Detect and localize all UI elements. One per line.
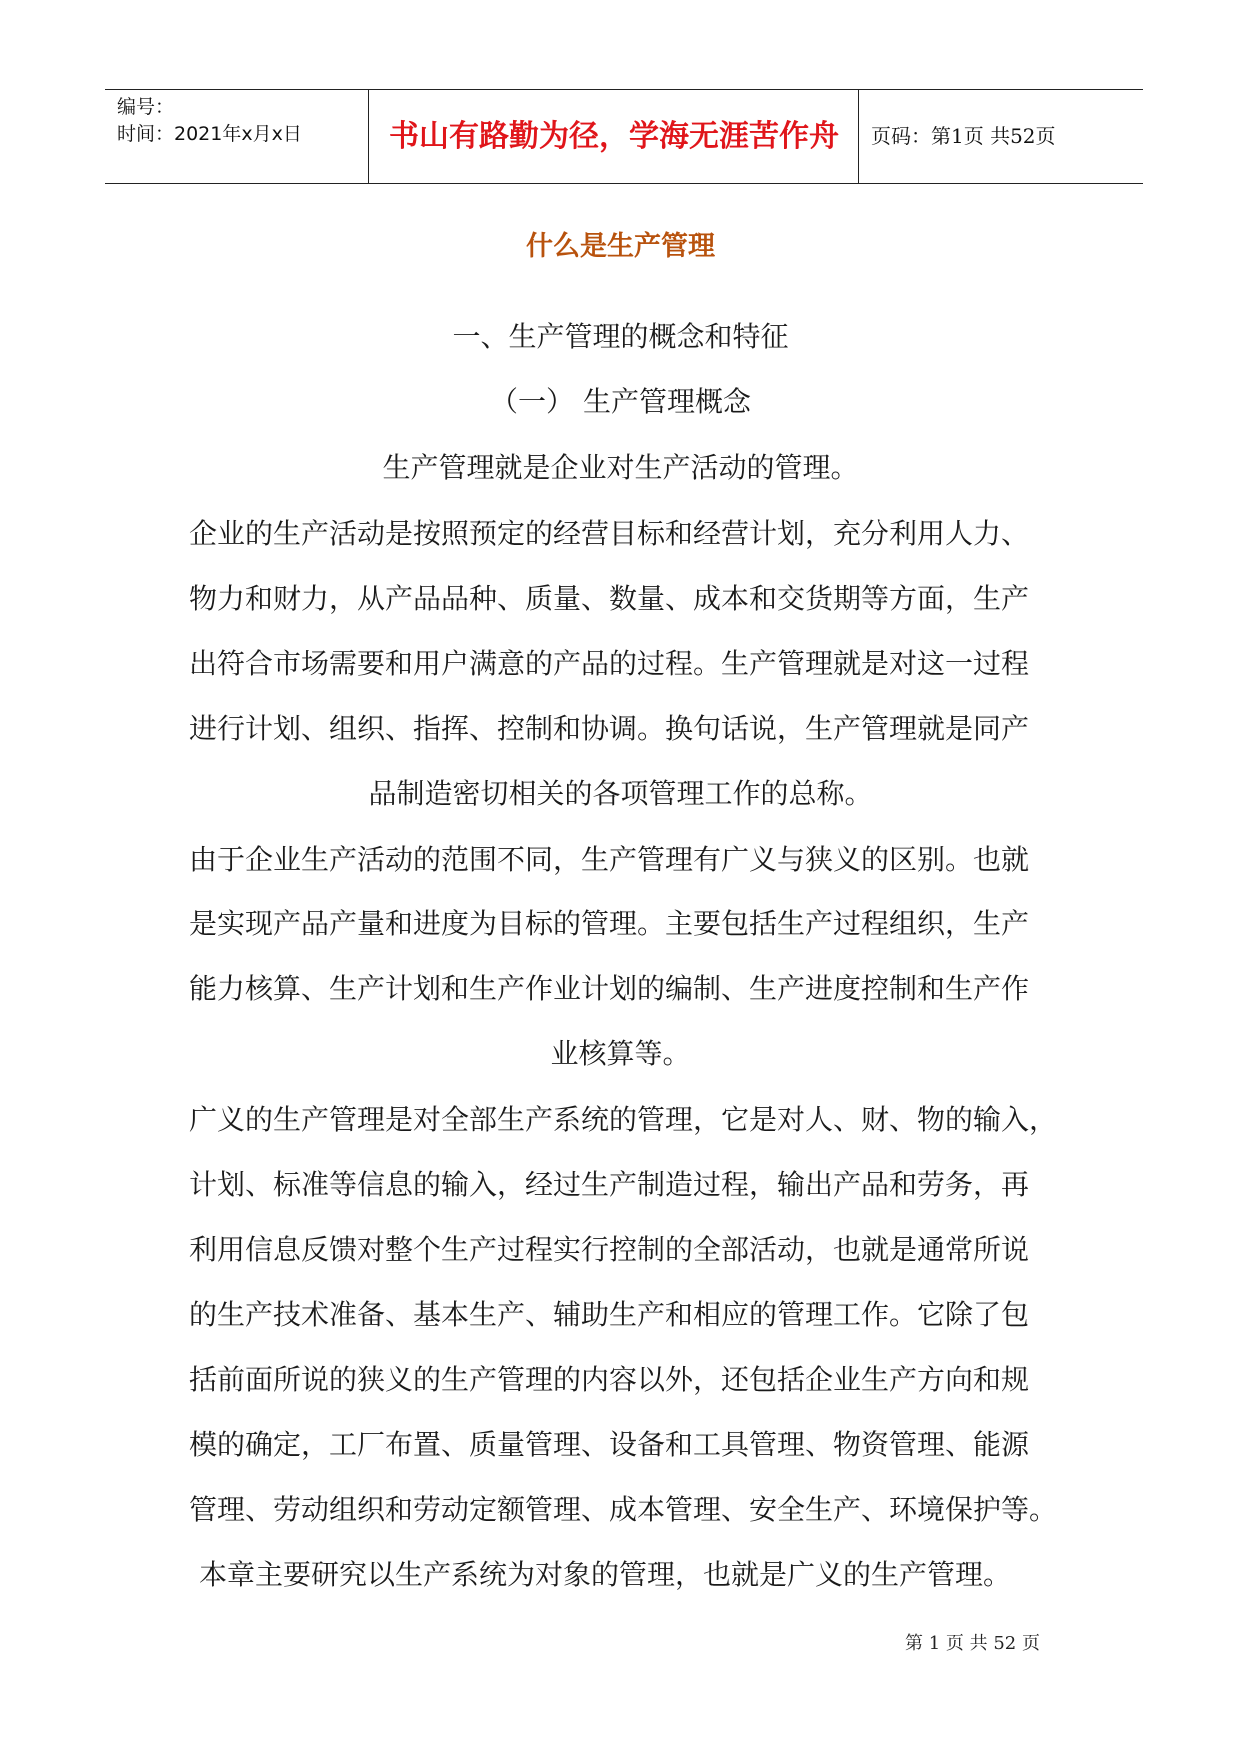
paragraph-line: 由于企业生产活动的范围不同，生产管理有广义与狭义的区别。也就 [189, 843, 1030, 876]
subsection-heading: （一） 生产管理概念 [490, 385, 751, 418]
section-heading: 一、生产管理的概念和特征 [452, 320, 789, 353]
paragraph-line: 出符合市场需要和用户满意的产品的过程。生产管理就是对这一过程 [189, 647, 1030, 680]
paragraph-line: 能力核算、生产计划和生产作业计划的编制、生产进度控制和生产作 [189, 972, 1030, 1005]
time-label: 时间：2021年x月x日 [117, 123, 302, 145]
header-page-info: 页码：第1页 共52页 [871, 124, 1056, 148]
paragraph-line: 模的确定，工厂布置、质量管理、设备和工具管理、物资管理、能源 [189, 1428, 1030, 1461]
header-divider [368, 90, 369, 183]
number-label: 编号： [117, 96, 175, 118]
header-divider [858, 90, 859, 183]
page-header [105, 89, 1143, 184]
header-motto: 书山有路勤为径，学海无涯苦作舟 [389, 119, 839, 154]
paragraph-line: 利用信息反馈对整个生产过程实行控制的全部活动，也就是通常所说 [189, 1233, 1030, 1266]
paragraph-line: 计划、标准等信息的输入，经过生产制造过程，输出产品和劳务，再 [189, 1168, 1030, 1201]
paragraph-line: 是实现产品产量和进度为目标的管理。主要包括生产过程组织，生产 [189, 907, 1030, 940]
paragraph-line: 进行计划、组织、指挥、控制和协调。换句话说，生产管理就是同产 [189, 712, 1030, 745]
paragraph-line: 广义的生产管理是对全部生产系统的管理，它是对人、财、物的输入， [189, 1103, 1058, 1136]
page-footer: 第 1 页 共 52 页 [905, 1633, 1040, 1654]
definition-line: 生产管理就是企业对生产活动的管理。 [382, 451, 859, 484]
paragraph-line: 管理、劳动组织和劳动定额管理、成本管理、安全生产、环境保护等。 [189, 1493, 1058, 1526]
paragraph-line: 的生产技术准备、基本生产、辅助生产和相应的管理工作。它除了包 [189, 1298, 1030, 1331]
paragraph-line: 物力和财力，从产品品种、质量、数量、成本和交货期等方面，生产 [189, 582, 1030, 615]
paragraph-line: 品制造密切相关的各项管理工作的总称。 [368, 777, 873, 810]
paragraph-line: 括前面所说的狭义的生产管理的内容以外，还包括企业生产方向和规 [189, 1363, 1030, 1396]
paragraph-line: 本章主要研究以生产系统为对象的管理，也就是广义的生产管理。 [199, 1558, 1012, 1591]
paragraph-line: 企业的生产活动是按照预定的经营目标和经营计划，充分利用人力、 [189, 517, 1030, 550]
document-title: 什么是生产管理 [526, 231, 715, 262]
paragraph-line: 业核算等。 [550, 1037, 691, 1070]
header-meta [117, 94, 365, 148]
